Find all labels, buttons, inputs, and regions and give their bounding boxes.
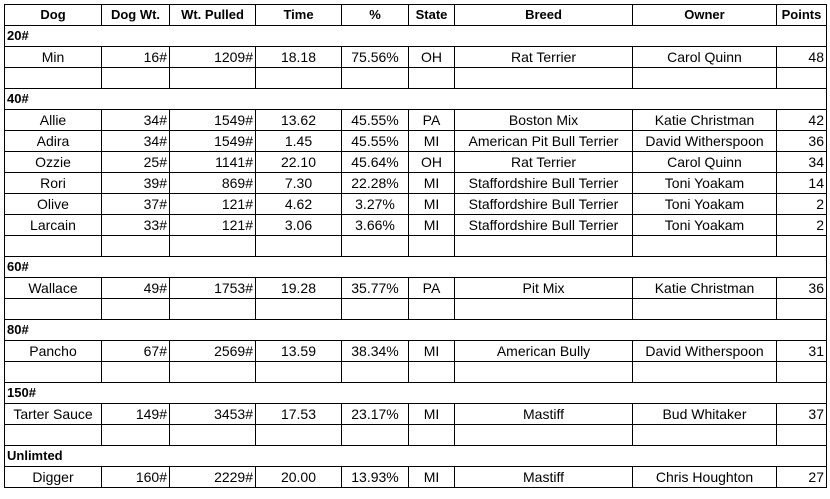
empty-cell (777, 299, 827, 320)
table-row (5, 47, 827, 68)
percent-cell: 45.55% (342, 131, 409, 152)
table-row (5, 194, 827, 215)
points-cell: 37 (777, 404, 827, 425)
results-table (4, 4, 827, 488)
weight-pulled-cell: 3453# (170, 404, 256, 425)
empty-cell (170, 299, 256, 320)
weight-pulled-cell: 2229# (170, 467, 256, 488)
empty-cell (256, 362, 342, 383)
empty-cell (5, 362, 102, 383)
empty-cell (5, 299, 102, 320)
owner-cell: Toni Yoakam (633, 173, 777, 194)
section-header-row (5, 257, 827, 278)
weight-pulled-cell: 1549# (170, 110, 256, 131)
state-cell: MI (409, 215, 455, 236)
percent-cell: 75.56% (342, 47, 409, 68)
col-dog-header: Dog (5, 5, 102, 26)
weight-pulled-cell: 1753# (170, 278, 256, 299)
section-header-row (5, 26, 827, 47)
weight-class-title: 40# (5, 89, 827, 110)
time-cell: 17.53 (256, 404, 342, 425)
empty-cell (102, 425, 170, 446)
time-cell: 19.28 (256, 278, 342, 299)
dog-weight-cell: 67# (102, 341, 170, 362)
table-row (5, 152, 827, 173)
owner-cell: Katie Christman (633, 110, 777, 131)
breed-cell: American Bully (455, 341, 633, 362)
state-cell: PA (409, 278, 455, 299)
empty-cell (102, 68, 170, 89)
spacer-row (5, 236, 827, 257)
empty-cell (170, 362, 256, 383)
weight-pulled-cell: 1549# (170, 131, 256, 152)
empty-cell (102, 362, 170, 383)
points-cell: 48 (777, 47, 827, 68)
empty-cell (170, 425, 256, 446)
percent-cell: 3.66% (342, 215, 409, 236)
dog-cell: Allie (5, 110, 102, 131)
dog-cell: Digger (5, 467, 102, 488)
empty-cell (409, 68, 455, 89)
empty-cell (409, 425, 455, 446)
section-header-row (5, 89, 827, 110)
empty-cell (256, 68, 342, 89)
empty-cell (409, 362, 455, 383)
owner-cell: David Witherspoon (633, 131, 777, 152)
empty-cell (633, 425, 777, 446)
empty-cell (455, 425, 633, 446)
owner-cell: David Witherspoon (633, 341, 777, 362)
dog-cell: Rori (5, 173, 102, 194)
breed-cell: Mastiff (455, 467, 633, 488)
breed-cell: Rat Terrier (455, 152, 633, 173)
table-row (5, 278, 827, 299)
percent-cell: 22.28% (342, 173, 409, 194)
points-cell: 2 (777, 215, 827, 236)
time-cell: 18.18 (256, 47, 342, 68)
percent-cell: 45.64% (342, 152, 409, 173)
dog-weight-cell: 37# (102, 194, 170, 215)
table-row (5, 131, 827, 152)
empty-cell (777, 68, 827, 89)
owner-cell: Bud Whitaker (633, 404, 777, 425)
table-header (5, 5, 827, 26)
empty-cell (102, 236, 170, 257)
spacer-row (5, 425, 827, 446)
points-cell: 34 (777, 152, 827, 173)
section-header-row (5, 320, 827, 341)
table-body (5, 26, 827, 488)
state-cell: MI (409, 404, 455, 425)
section-header-row (5, 383, 827, 404)
points-cell: 36 (777, 278, 827, 299)
empty-cell (102, 299, 170, 320)
dog-cell: Wallace (5, 278, 102, 299)
points-cell: 31 (777, 341, 827, 362)
weight-pulled-cell: 2569# (170, 341, 256, 362)
col-dog-weight-header: Dog Wt. (102, 5, 170, 26)
empty-cell (777, 236, 827, 257)
state-cell: MI (409, 131, 455, 152)
weight-pulled-cell: 1209# (170, 47, 256, 68)
state-cell: MI (409, 341, 455, 362)
percent-cell: 35.77% (342, 278, 409, 299)
dog-cell: Adira (5, 131, 102, 152)
dog-weight-cell: 49# (102, 278, 170, 299)
dog-weight-cell: 33# (102, 215, 170, 236)
col-owner-header: Owner (633, 5, 777, 26)
empty-cell (5, 236, 102, 257)
section-header-row (5, 446, 827, 467)
breed-cell: Boston Mix (455, 110, 633, 131)
time-cell: 3.06 (256, 215, 342, 236)
points-cell: 42 (777, 110, 827, 131)
weight-class-title: 60# (5, 257, 827, 278)
dog-cell: Min (5, 47, 102, 68)
col-points-header: Points (777, 5, 827, 26)
empty-cell (633, 362, 777, 383)
empty-cell (342, 236, 409, 257)
time-cell: 22.10 (256, 152, 342, 173)
empty-cell (777, 425, 827, 446)
state-cell: MI (409, 467, 455, 488)
weight-pulled-cell: 1141# (170, 152, 256, 173)
empty-cell (455, 68, 633, 89)
state-cell: PA (409, 110, 455, 131)
dog-cell: Tarter Sauce (5, 404, 102, 425)
owner-cell: Chris Houghton (633, 467, 777, 488)
empty-cell (777, 362, 827, 383)
breed-cell: American Pit Bull Terrier (455, 131, 633, 152)
empty-cell (633, 299, 777, 320)
dog-cell: Olive (5, 194, 102, 215)
table-row (5, 215, 827, 236)
state-cell: OH (409, 47, 455, 68)
empty-cell (455, 236, 633, 257)
percent-cell: 23.17% (342, 404, 409, 425)
percent-cell: 45.55% (342, 110, 409, 131)
table-row (5, 173, 827, 194)
weight-pulled-cell: 121# (170, 215, 256, 236)
breed-cell: Mastiff (455, 404, 633, 425)
empty-cell (455, 299, 633, 320)
percent-cell: 3.27% (342, 194, 409, 215)
table-row (5, 467, 827, 488)
dog-weight-cell: 39# (102, 173, 170, 194)
breed-cell: Staffordshire Bull Terrier (455, 173, 633, 194)
spacer-row (5, 68, 827, 89)
breed-cell: Pit Mix (455, 278, 633, 299)
table-row (5, 110, 827, 131)
dog-cell: Ozzie (5, 152, 102, 173)
time-cell: 4.62 (256, 194, 342, 215)
empty-cell (5, 68, 102, 89)
points-cell: 14 (777, 173, 827, 194)
state-cell: OH (409, 152, 455, 173)
empty-cell (256, 299, 342, 320)
empty-cell (256, 236, 342, 257)
breed-cell: Staffordshire Bull Terrier (455, 215, 633, 236)
weight-class-title: Unlimted (5, 446, 827, 467)
empty-cell (409, 236, 455, 257)
percent-cell: 38.34% (342, 341, 409, 362)
owner-cell: Katie Christman (633, 278, 777, 299)
empty-cell (5, 425, 102, 446)
weight-pulled-cell: 121# (170, 194, 256, 215)
points-cell: 27 (777, 467, 827, 488)
spacer-row (5, 299, 827, 320)
owner-cell: Toni Yoakam (633, 194, 777, 215)
dog-weight-cell: 149# (102, 404, 170, 425)
state-cell: MI (409, 194, 455, 215)
col-time-header: Time (256, 5, 342, 26)
empty-cell (409, 299, 455, 320)
col-percent-header: % (342, 5, 409, 26)
empty-cell (170, 236, 256, 257)
col-breed-header: Breed (455, 5, 633, 26)
table-row (5, 404, 827, 425)
weight-class-title: 20# (5, 26, 827, 47)
empty-cell (455, 362, 633, 383)
weight-class-title: 150# (5, 383, 827, 404)
dog-cell: Larcain (5, 215, 102, 236)
state-cell: MI (409, 173, 455, 194)
table-row (5, 341, 827, 362)
time-cell: 13.62 (256, 110, 342, 131)
empty-cell (633, 236, 777, 257)
dog-weight-cell: 34# (102, 131, 170, 152)
time-cell: 1.45 (256, 131, 342, 152)
dog-weight-cell: 25# (102, 152, 170, 173)
breed-cell: Staffordshire Bull Terrier (455, 194, 633, 215)
time-cell: 13.59 (256, 341, 342, 362)
owner-cell: Toni Yoakam (633, 215, 777, 236)
breed-cell: Rat Terrier (455, 47, 633, 68)
dog-weight-cell: 34# (102, 110, 170, 131)
empty-cell (170, 68, 256, 89)
col-state-header: State (409, 5, 455, 26)
points-cell: 36 (777, 131, 827, 152)
empty-cell (342, 425, 409, 446)
empty-cell (342, 68, 409, 89)
points-cell: 2 (777, 194, 827, 215)
percent-cell: 13.93% (342, 467, 409, 488)
owner-cell: Carol Quinn (633, 152, 777, 173)
spacer-row (5, 362, 827, 383)
empty-cell (633, 68, 777, 89)
empty-cell (342, 362, 409, 383)
col-weight-pulled-header: Wt. Pulled (170, 5, 256, 26)
empty-cell (256, 425, 342, 446)
dog-cell: Pancho (5, 341, 102, 362)
weight-pulled-cell: 869# (170, 173, 256, 194)
dog-weight-cell: 16# (102, 47, 170, 68)
empty-cell (342, 299, 409, 320)
owner-cell: Carol Quinn (633, 47, 777, 68)
header-row (5, 5, 827, 26)
time-cell: 7.30 (256, 173, 342, 194)
dog-weight-cell: 160# (102, 467, 170, 488)
weight-class-title: 80# (5, 320, 827, 341)
time-cell: 20.00 (256, 467, 342, 488)
